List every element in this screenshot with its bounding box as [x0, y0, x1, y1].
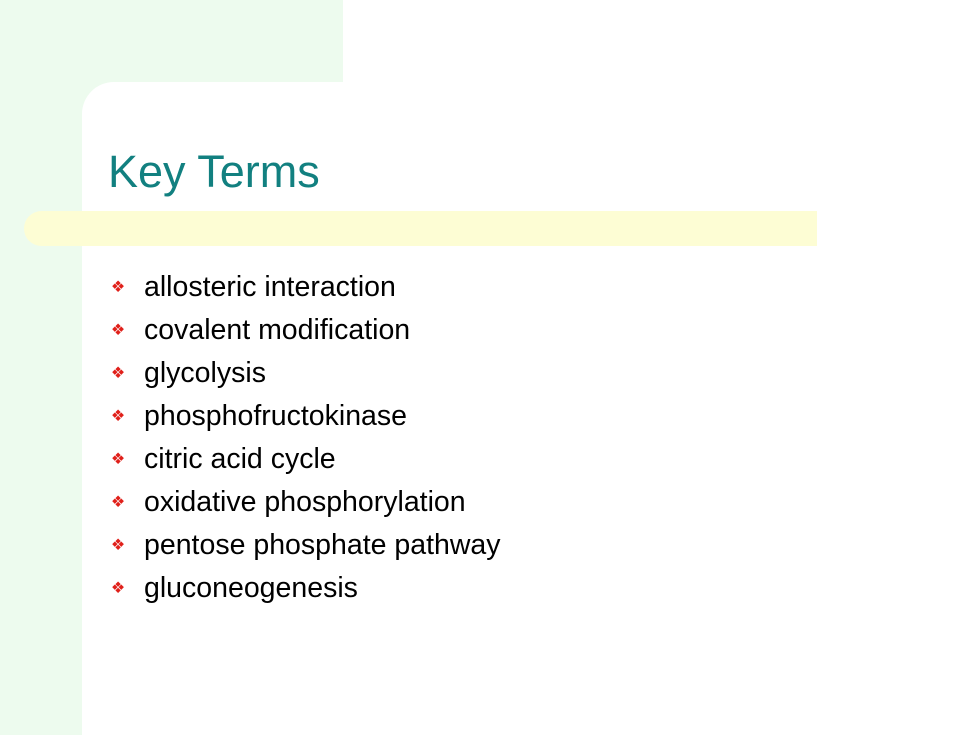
term-label: citric acid cycle [144, 443, 336, 475]
diamond-bullet-icon: ❖ [110, 536, 126, 554]
list-item [108, 309, 501, 352]
diamond-bullet-icon: ❖ [110, 579, 126, 597]
diamond-bullet-icon: ❖ [110, 278, 126, 296]
term-label: pentose phosphate pathway [144, 529, 501, 561]
slide-title: Key Terms [108, 146, 320, 197]
diamond-bullet-icon: ❖ [110, 321, 126, 339]
list-item [108, 266, 501, 309]
key-terms-list [108, 266, 501, 610]
list-item [108, 524, 501, 567]
title-underline-bar [24, 211, 817, 246]
term-label: gluconeogenesis [144, 572, 358, 604]
diamond-bullet-icon: ❖ [110, 364, 126, 382]
diamond-bullet-icon: ❖ [110, 407, 126, 425]
term-label: glycolysis [144, 357, 266, 389]
list-item [108, 352, 501, 395]
term-label: phosphofructokinase [144, 400, 408, 432]
diamond-bullet-icon: ❖ [110, 493, 126, 511]
list-item [108, 395, 501, 438]
list-item [108, 481, 501, 524]
term-label: covalent modification [144, 314, 411, 346]
term-label: oxidative phosphorylation [144, 486, 466, 518]
list-item [108, 438, 501, 481]
list-item [108, 567, 501, 610]
diamond-bullet-icon: ❖ [110, 450, 126, 468]
term-label: allosteric interaction [144, 271, 396, 303]
